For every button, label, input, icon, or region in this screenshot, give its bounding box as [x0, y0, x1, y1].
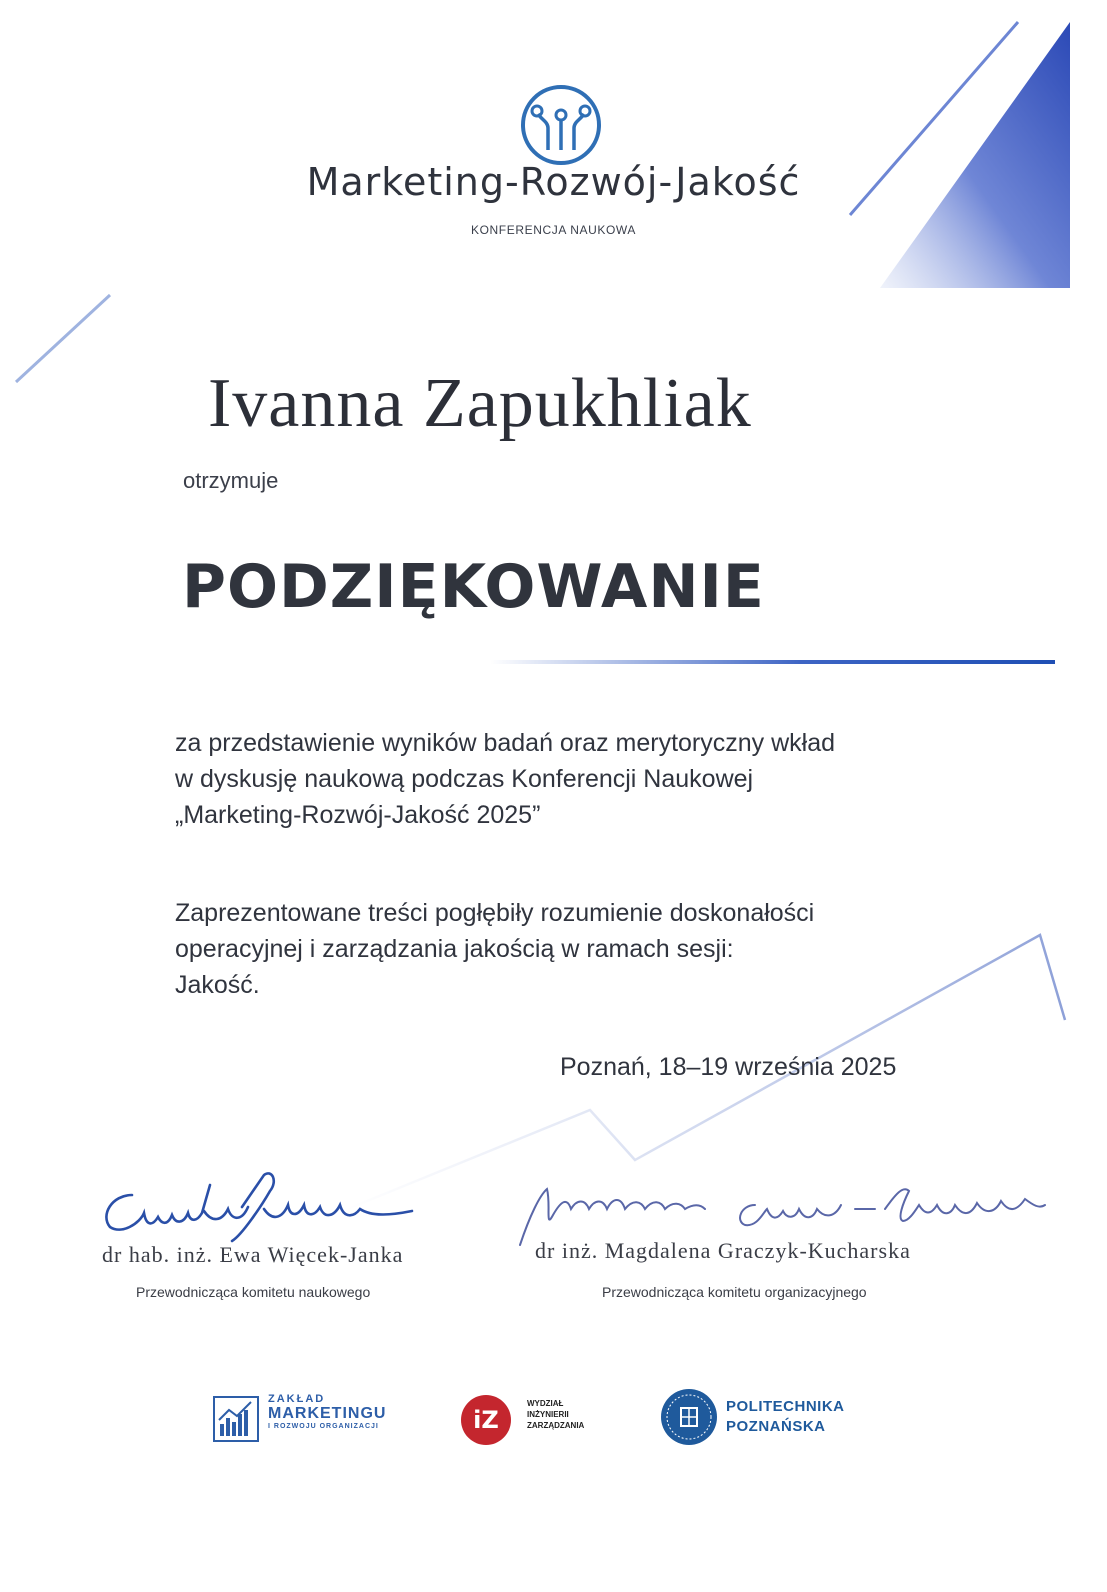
place-and-date: Poznań, 18–19 września 2025: [560, 1053, 897, 1081]
bar-chart-logo-icon: [213, 1396, 259, 1442]
corner-gradient-shape: [880, 22, 1070, 288]
paragraph-line: Jakość.: [175, 971, 260, 999]
politechnika-line-2: POZNAŃSKA: [726, 1418, 826, 1435]
title-underline: [490, 660, 1055, 664]
conference-title: Marketing-Rozwój-Jakość: [306, 160, 801, 204]
signatory-2-name: dr inż. Magdalena Graczyk-Kucharska: [535, 1238, 911, 1263]
paragraph-line: „Marketing-Rozwój-Jakość 2025”: [175, 801, 541, 829]
politechnika-line-1: POLITECHNIKA: [726, 1398, 845, 1415]
zaklad-line-1: ZAKŁAD: [268, 1393, 326, 1405]
session-paragraph: [175, 895, 975, 1003]
wz-logo-mark: iZ: [473, 1406, 499, 1434]
politechnika-logo-text: [726, 1397, 845, 1437]
zaklad-line-2: MARKETINGU: [268, 1405, 387, 1422]
left-diagonal-line: [16, 295, 110, 382]
circuit-head-logo-icon: [518, 82, 604, 168]
thanks-paragraph: [175, 725, 975, 833]
university-seal-icon: [660, 1388, 718, 1446]
paragraph-line: operacyjnej i zarządzania jakością w ramach sesji:: [175, 935, 734, 963]
signatory-1-role: Przewodnicząca komitetu naukowego: [136, 1284, 371, 1300]
recipient-name: Ivanna Zapukhliak: [208, 365, 752, 442]
conference-subtitle: KONFERENCJA NAUKOWA: [471, 223, 636, 237]
paragraph-line: w dyskusję naukową podczas Konferencji Naukowej: [175, 765, 754, 793]
paragraph-line: za przedstawienie wyników badań oraz merytoryczny wkład: [175, 729, 836, 757]
signature-1-handwriting: [92, 1165, 432, 1245]
zaklad-logo-text: [268, 1393, 386, 1430]
signatory-2-role: Przewodnicząca komitetu organizacyjnego: [602, 1284, 867, 1300]
signatory-1-name: dr hab. inż. Ewa Więcek-Janka: [102, 1242, 404, 1267]
wydzial-line-3: ZARZĄDZANIA: [527, 1421, 585, 1430]
paragraph-line: Zaprezentowane treści pogłębiły rozumienie doskonałości: [175, 899, 815, 927]
wydzial-line-2: INŻYNIERII: [527, 1410, 569, 1419]
wz-logo-icon: [460, 1394, 512, 1446]
wydzial-line-1: WYDZIAŁ: [527, 1399, 564, 1408]
award-title: PODZIĘKOWANIE: [182, 552, 765, 622]
wydzial-logo-text: [527, 1398, 617, 1431]
zaklad-line-3: I ROZWOJU ORGANIZACJI: [268, 1423, 379, 1430]
receives-label: otrzymuje: [183, 468, 279, 493]
